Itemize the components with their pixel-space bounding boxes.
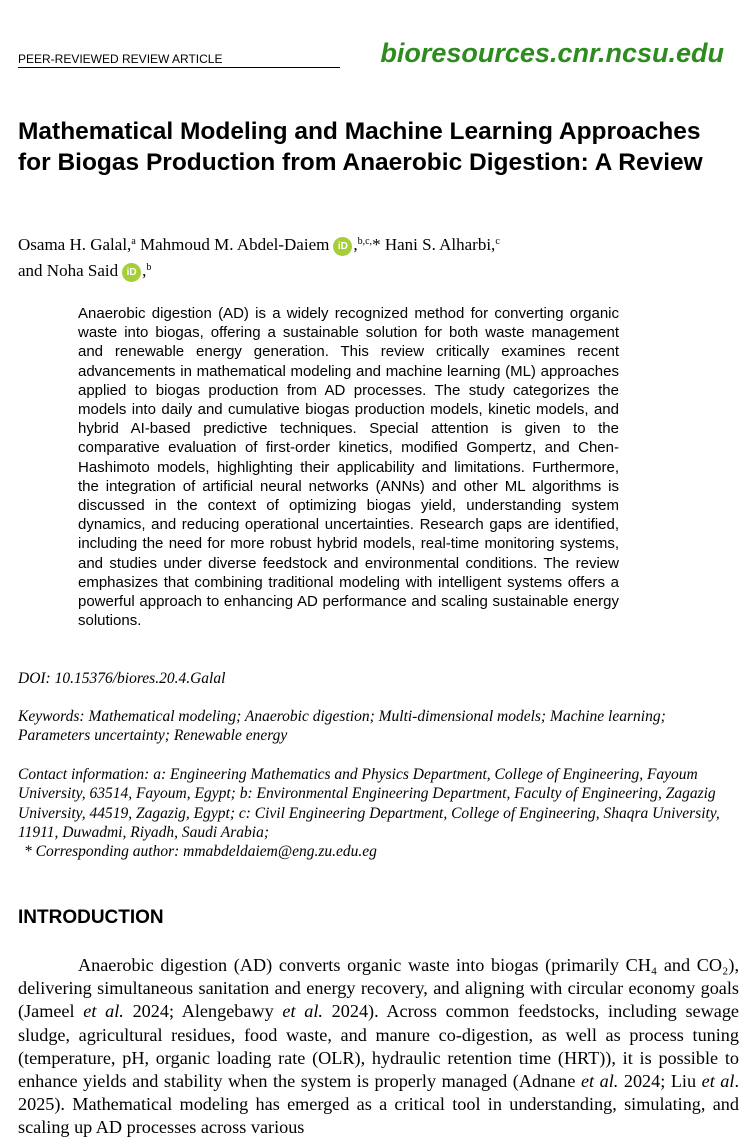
intro-text: Anaerobic digestion (AD) converts organic waste into biogas (primarily CH₄ and CO₂), delivering simultaneous sanitation and energy recovery, and aligning with circular economy goals (: [18, 955, 739, 1022]
affiliation-marker: b: [146, 262, 152, 273]
keywords: Keywords: Mathematical modeling; Anaerobic digestion; Multi-dimensional models; Machine learning; Parameters uncertainty; Renewable energy: [18, 708, 666, 745]
article-title: Mathematical Modeling and Machine Learning Approaches for Biogas Production from Anaerobic Digestion: A Review: [18, 118, 703, 176]
page-header: [18, 36, 730, 70]
citation: 2024; Alengebawy: [123, 1001, 283, 1022]
author-name: Mahmoud M. Abdel-Daiem: [140, 235, 330, 254]
intro-text: 2024). Across common feedstocks, including sewage sludge, agricultural residues, food waste, and manure co-digestion, as well as process tuning (temperature, pH, organic loading rate (OLR), hydraulic retention time (HRT)), it is possible to enhance yields and stability when the system is properly managed (Adnane: [18, 1001, 740, 1092]
affiliations: Contact information: a: Engineering Mathematics and Physics Department, College of Engineering, Fayoum University, 63514, Fayoum, Egypt; b: Environmental Engineering Department, Faculty of Engineering, Zagazig University, 44519, Zagazig, Egypt; c: Civil Engineering Department, College of Engineering, Shaqra University, 11911, Duwadmi, Riyadh, Saudi Arabia;: [18, 766, 720, 841]
affiliation-marker: c: [495, 236, 500, 247]
citation-etal: et al.: [580, 1071, 619, 1092]
intro-paragraph: [18, 954, 739, 1140]
author-list: Osama H. Galal,$^a$ Mahmoud M. Abdel-Daiem iD ,$^{b,c,}$* Hani S. Alharbi,$^c$ and Noha Said iD ,$^b$: [18, 235, 500, 280]
section-heading: INTRODUCTION: [18, 907, 164, 928]
orcid-icon[interactable]: iD: [333, 237, 352, 256]
author-name: Osama H. Galal,: [18, 235, 132, 254]
author-name: Noha Said: [46, 261, 119, 280]
orcid-icon[interactable]: iD: [122, 263, 141, 282]
abstract: Anaerobic digestion (AD) is a widely recognized method for converting organic waste into biogas, offering a sustainable solution for both waste management and renewable energy generation. This review critically examines recent advancements in mathematical modeling and machine learning (ML) approaches applied to biogas production from AD processes. The study categorizes the models into daily and cumulative biogas production models, kinetic models, and hybrid AI-based predictive techniques. Special attention is given to the comparative evaluation of first-order kinetics, modified Gompertz, and Chen-Hashimoto models, highlighting their applicability and limitations. Furthermore, the integration of artificial neural networks (ANNs) and other ML algorithms is discussed in the context of optimizing biogas yield, understanding system dynamics, and reducing operational uncertainties. Research gaps are identified, including the need for more robust hybrid models, real-time monitoring systems, and studies under diverse feedstock and environmental conditions. The review emphasizes that combining traditional modeling with intelligent systems offers a powerful approach to enhancing AD performance and scaling sustainable energy solutions.: [78, 305, 619, 630]
citation-etal: et al: [701, 1071, 735, 1092]
intro-text: 2024; Liu: [618, 1071, 702, 1092]
affiliation-marker: b,c,: [357, 236, 373, 247]
article-type-label: PEER-REVIEWED REVIEW ARTICLE: [18, 52, 340, 68]
author-name: Hani S. Alharbi,: [384, 235, 496, 254]
affiliation-marker: a: [131, 236, 136, 247]
journal-site-link[interactable]: bioresources.cnr.ncsu.edu: [380, 38, 724, 68]
contact-information: [18, 765, 730, 861]
author-conjunction: and: [18, 261, 43, 280]
corresponding-star: *: [372, 235, 381, 254]
citation-etal: et al.: [282, 1001, 323, 1022]
citation-etal: et al.: [83, 1001, 124, 1022]
citation: Jameel: [24, 1001, 84, 1022]
intro-text: . 2025). Mathematical modeling has emerged as a critical tool in understanding, simulating, and scaling up AD processes across various: [18, 1071, 739, 1138]
corresponding-author: * Corresponding author: mmabdeldaiem@eng.zu.edu.eg: [24, 843, 377, 861]
doi[interactable]: DOI: 10.15376/biores.20.4.Galal: [18, 670, 226, 687]
